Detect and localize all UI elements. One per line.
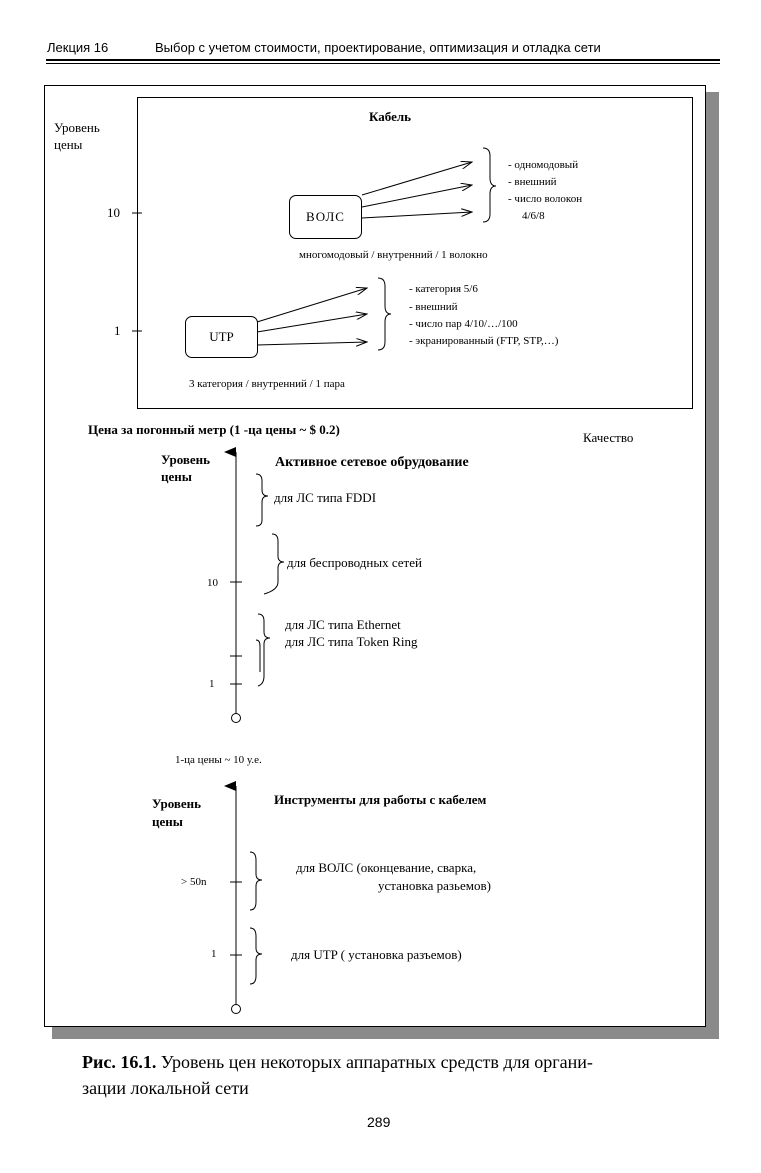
cable-title: Кабель xyxy=(369,109,412,124)
running-header-title: Выбор с учетом стоимости, проектирование, оптимизация и отладка сети xyxy=(155,40,601,55)
active-fddi: для ЛС типа FDDI xyxy=(274,490,377,505)
tools-utp-brace xyxy=(250,928,262,984)
tools-axis-label: Уровень цены xyxy=(152,796,202,829)
cable-tick-10: 10 xyxy=(107,205,120,220)
tools-tick-high: > 50n xyxy=(181,876,207,888)
active-tick-1: 1 xyxy=(209,678,215,690)
tools-tick-1: 1 xyxy=(211,948,217,960)
active-tick-10: 10 xyxy=(207,577,218,589)
tools-fiber-brace xyxy=(250,852,262,910)
utp-option-2: - внешний xyxy=(409,301,458,313)
fiber-option-3: - число волокон xyxy=(508,193,583,205)
active-ethernet: для ЛС типа Ethernet xyxy=(285,617,401,632)
active-axis-origin xyxy=(232,714,241,723)
tools-axis-origin xyxy=(232,1005,241,1014)
fiber-option-4: 4/6/8 xyxy=(522,210,545,222)
active-axis-label: Уровень цены xyxy=(161,452,211,484)
active-token-ring: для ЛС типа Token Ring xyxy=(285,634,418,649)
active-wireless: для беспроводных сетей xyxy=(287,555,422,570)
utp-option-3: - число пар 4/10/…/100 xyxy=(409,318,518,330)
utp-box: UTP xyxy=(185,316,258,358)
figure-caption-line2: зации локальной сети xyxy=(82,1078,249,1098)
quality-label: Качество xyxy=(583,430,634,445)
figure-caption-label: Рис. 16.1. xyxy=(82,1052,157,1072)
figure-caption-line1 xyxy=(82,1049,593,1075)
utp-option-1: - категория 5/6 xyxy=(409,283,478,295)
running-header-lecture: Лекция 16 xyxy=(47,40,109,55)
page-number: 289 xyxy=(367,1114,391,1130)
fiber-box: ВОЛС xyxy=(289,195,362,239)
cable-price-note: Цена за погонный метр (1 -ца цены ~ $ 0.2) xyxy=(88,422,340,437)
active-title: Активное сетевое обрудование xyxy=(275,455,469,470)
ethernet-brace-inner xyxy=(256,640,260,672)
fiber-base-config: многомодовый / внутренний / 1 волокно xyxy=(299,249,488,261)
tools-fiber-line1: для ВОЛС (оконцевание, сварка, xyxy=(296,860,477,875)
wireless-brace xyxy=(264,534,284,594)
fiber-option-2: - внешний xyxy=(508,176,557,188)
figure-caption-text-1: Уровень цен некоторых аппаратных средств для органи- xyxy=(156,1052,593,1072)
tools-utp: для UTP ( установка разъемов) xyxy=(291,947,462,962)
utp-option-4: - экранированный (FTP, STP,…) xyxy=(409,335,559,347)
fddi-brace xyxy=(256,474,268,526)
fiber-option-1: - одномодовый xyxy=(508,159,579,171)
tools-fiber-line2: установка разьемов) xyxy=(378,878,491,893)
active-price-note: 1-ца цены ~ 10 у.е. xyxy=(175,754,262,766)
tools-title: Инструменты для работы с кабелем xyxy=(274,792,487,807)
utp-base-config: 3 категория / внутренний / 1 пара xyxy=(189,378,345,390)
cable-tick-1: 1 xyxy=(114,323,121,338)
cable-axis-label: Уровень цены xyxy=(54,120,100,152)
